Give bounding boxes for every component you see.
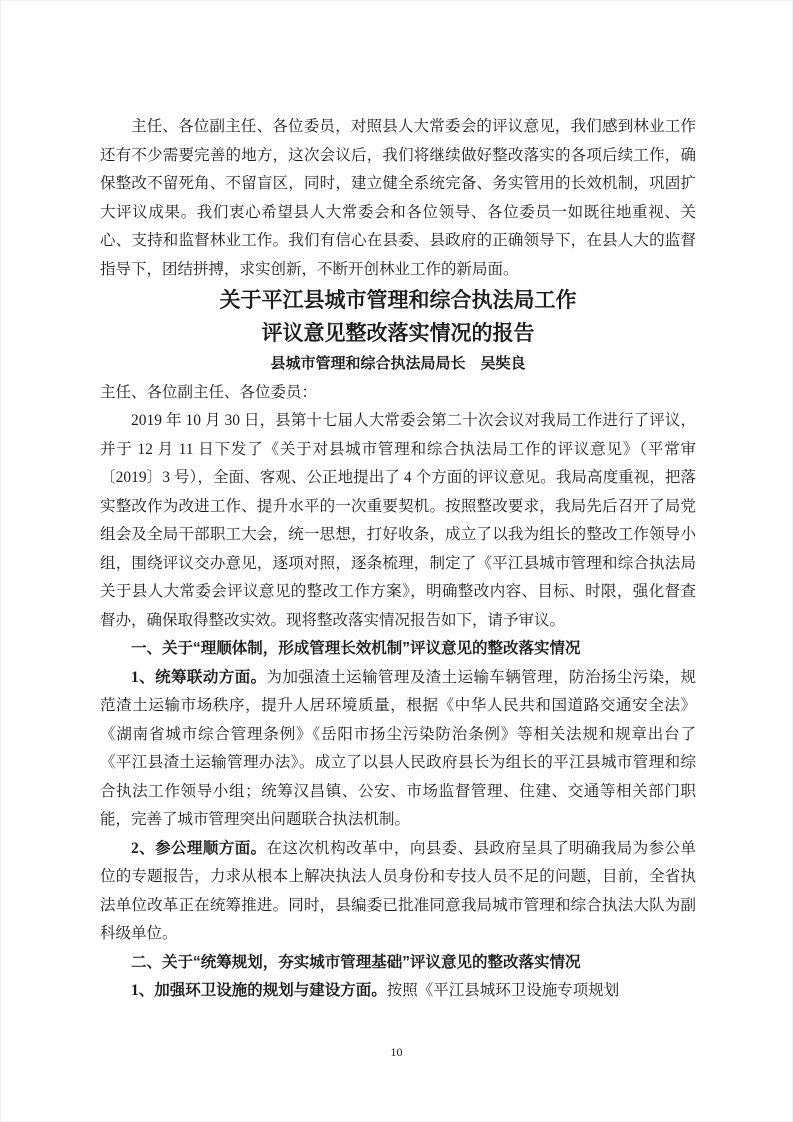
previous-report-closing-paragraph: 主任、各位副主任、各位委员，对照县人大常委会的评议意见，我们感到林业工作还有不少需要完善的地方，这次会议后，我们将继续做好整改落实的各项后续工作，确保整改不留死角、不留盲区，同时，建立健全系统完备、务实管用的长效机制，巩固扩大评议成果。我们衷心希望县人大常委会和各位领导、各位委员一如既往地重视、关心、支持和监督林业工作。我们有信心在县委、县政府的正确领导下，在县人大的监督指导下，团结拼搏，求实创新，不断开创林业工作的新局面。 (100, 118, 696, 278)
section-1-text: 为加强渣土运输管理及渣土运输车辆管理，防治扬尘污染，规范渣土运输市场秩序，提升人居环境质量，根据《中华人民共和国道路交通安全法》《湖南省城市综合管理条例》《岳阳市扬尘污染防治条例》等相关法规和规章出台了《平江县渣土运输管理办法》。成立了以县人民政府县长为组长的平江县城市管理和综合执法工作领导小组；统筹汉昌镇、公安、市场监督管理、住建、交通等相关部门职能，完善了城市管理突出问题联合执法机制。 (100, 668, 696, 828)
section-3-paragraph (100, 977, 696, 1006)
report-author-line: 县城市管理和综合执法局局长 吴奘良 (270, 355, 526, 372)
page-number: 10 (390, 1045, 403, 1059)
report-title (100, 284, 696, 350)
salutation: 主任、各位副主任、各位委员： (100, 383, 318, 401)
section-2-paragraph (100, 835, 696, 949)
report-intro-paragraph: 2019 年 10 月 30 日，县第十七届人大常委会第二十次会议对我局工作进行了评议，并于 12 月 11 日下发了《关于对县城市管理和综合执法局工作的评议意见》（平常审〔2019〕3 号），全面、客观、公正地提出了 4 个方面的评议意见。我局高度重视，把落实整改作为改进工作、提升水平的一次重要契机。按照整改要求，我局先后召开了局党组会及全局干部职工大会，统一思想，打好收条，成立了以我为组长的整改工作领导小组，围绕评议交办意见，逐项对照，逐条梳理，制定了《平江县城市管理和综合执法局关于县人大常委会评议意见的整改工作方案》，明确整改内容、目标、时限，强化督查督办，确保取得整改实效。现将整改落实情况报告如下，请予审议。 (100, 412, 696, 629)
section-1-paragraph (100, 664, 696, 835)
section-heading-1: 一、关于“理顺体制，形成管理长效机制”评议意见的整改落实情况 (131, 640, 581, 657)
section-2-text: 在这次机构改革中，向县委、县政府呈具了明确我局为参公单位的专题报告，力求从根本上解决执法人员身份和专技人员不足的问题，目前，全省执法单位改革正在统筹推进。同时，县编委已批准同意我局城市管理和综合执法大队为副科级单位。 (100, 839, 696, 942)
section-2-lead: 2、参公理顺方面。 (131, 839, 267, 857)
section-heading-2: 二、关于“统筹规划，夯实城市管理基础”评议意见的整改落实情况 (131, 953, 581, 971)
report-title-line-1: 关于平江县城市管理和综合执法局工作 (219, 289, 577, 312)
section-1-lead: 1、统筹联动方面。 (131, 668, 267, 686)
section-3-lead: 1、加强环卫设施的规划与建设方面。 (131, 982, 387, 999)
section-3-text: 按照《平江县城环卫设施专项规划 (386, 982, 620, 999)
report-title-line-2: 评议意见整改落实情况的报告 (261, 322, 535, 345)
